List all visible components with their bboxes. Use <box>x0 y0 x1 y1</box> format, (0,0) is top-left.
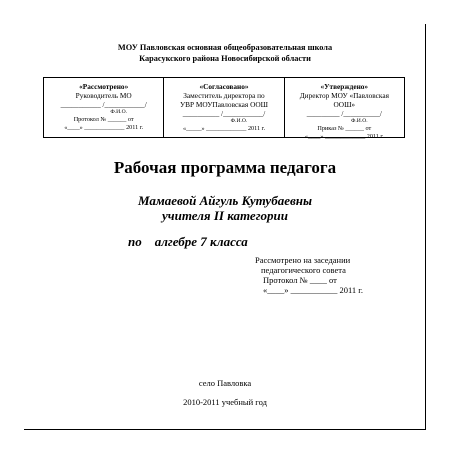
council-line: Рассмотрено на заседании <box>255 255 351 265</box>
approval-title: «Утверждено» <box>320 82 369 91</box>
teacher-name: Мамаевой Айгуль Кутубаевны <box>137 193 313 208</box>
approval-table <box>43 77 405 138</box>
approval-line: Директор МОУ «Павловская <box>299 91 389 100</box>
approval-line: ООШ» <box>333 100 356 109</box>
subject-line: по алгебре 7 класса <box>128 234 248 249</box>
school-district: Карасукского района Новосибирской области <box>139 54 311 63</box>
council-line: педагогического совета <box>261 265 346 275</box>
approval-line: Руководитель МО <box>75 91 132 100</box>
approval-date: «____» _____________ 2011 г. <box>304 133 384 140</box>
approval-line: _________ /__________/ <box>306 109 382 118</box>
approval-fio: Ф.И.О. <box>350 118 368 124</box>
document-title: Рабочая программа педагога <box>113 158 337 177</box>
council-date: «____» ___________ 2011 г. <box>263 285 363 295</box>
approval-date: «____» _____________ 2011 г. <box>64 124 144 131</box>
teacher-category: учителя II категории <box>162 208 288 223</box>
approval-cell-agreed <box>164 78 284 137</box>
approval-order: Приказ № ______ от <box>317 125 372 132</box>
approval-line: __________ /___________/ <box>182 109 266 118</box>
approval-line: УВР МОУПавловская ООШ <box>180 100 268 109</box>
council-block <box>255 255 363 295</box>
school-name: МОУ Павловская основная общеобразовательная школа <box>117 43 333 52</box>
approval-date: «_____» _____________ 2011 г. <box>182 125 266 132</box>
approval-title: «Рассмотрено» <box>79 82 129 91</box>
school-header <box>24 42 426 64</box>
approval-fio: Ф.И.О. <box>110 109 128 115</box>
approval-line: Заместитель директора по <box>183 91 265 100</box>
approval-fio: Ф.И.О. <box>230 118 248 124</box>
approval-cell-approved <box>285 78 404 140</box>
council-protocol: Протокол № ____ от <box>263 275 337 285</box>
approval-protocol: Протокол № ______ от <box>73 116 134 123</box>
approval-line: ___________ /___________/ <box>60 100 147 109</box>
city-name: село Павловка <box>198 378 252 388</box>
approval-cell-reviewed <box>44 78 164 137</box>
academic-year: 2010-2011 учебный год <box>183 397 267 407</box>
approval-title: «Согласовано» <box>199 82 249 91</box>
